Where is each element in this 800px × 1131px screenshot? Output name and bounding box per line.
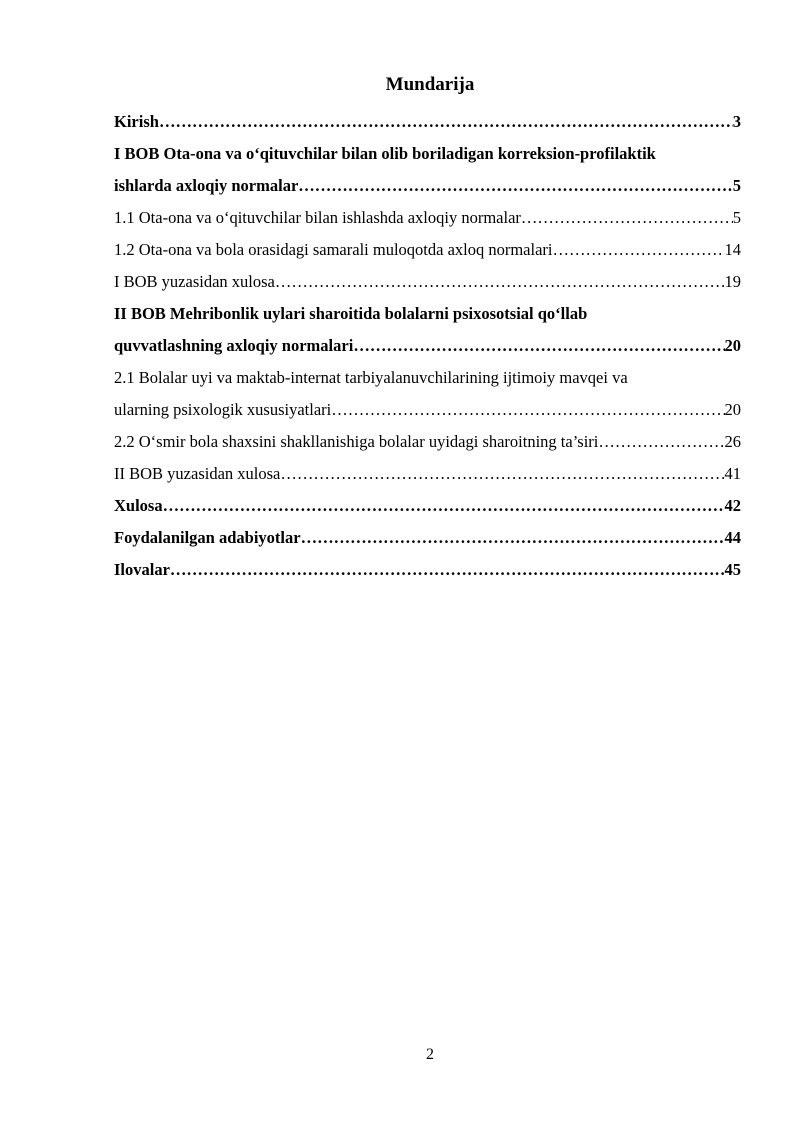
toc-entry-xulosa [114,490,741,522]
toc-entry-page: 20 [724,336,741,355]
toc-entry-chapter-2-conclusion [114,458,741,490]
dot-leader [598,426,724,458]
toc-entry-label-line1: I BOB Ota-ona va o‘qituvchilar bilan olib boriladigan korreksion-profilaktik [114,144,656,163]
toc-entry-label: I BOB yuzasidan xulosa [114,272,275,291]
dot-leader [170,554,725,586]
page-number: 2 [426,1046,434,1063]
toc-entry-label: ularning psixologik xususiyatlari [114,400,332,419]
toc-entry-label: Ilovalar [114,560,170,579]
dot-leader [298,170,732,202]
toc-entry-chapter-2 [114,298,741,362]
toc-entry-label: 1.1 Ota-ona va o‘qituvchilar bilan ishlashda axloqiy normalar [114,208,521,227]
toc-entry-label: 2.2 O‘smir bola shaxsini shakllanishiga bolalar uyidagi sharoitning ta’siri [114,432,599,451]
toc-entry-section-2-1 [114,362,741,426]
toc-entry-section-1-1 [114,202,741,234]
toc-entry-appendices [114,554,741,586]
toc-entry-page: 26 [724,432,741,451]
dot-leader [331,394,724,426]
toc-entry-label: II BOB yuzasidan xulosa [114,464,281,483]
toc-entry-page: 19 [724,272,741,291]
toc-entry-label-line1: 2.1 Bolalar uyi va maktab-internat tarbiyalanuvchilarining ijtimoiy mavqei va [114,368,628,387]
dot-leader [280,458,724,490]
toc-entry-page: 20 [724,400,741,419]
toc-entry-page: 14 [724,240,741,259]
toc-entry-label: 1.2 Ota-ona va bola orasidagi samarali muloqotda axloq normalari [114,240,553,259]
toc-entry-label: Kirish [114,112,159,131]
toc-entry-page: 44 [724,528,741,547]
toc-entry-section-2-2 [114,426,741,458]
toc-entry-label: quvvatlashning axloqiy normalari [114,336,354,355]
toc-entry-page: 5 [732,208,741,227]
toc-entry-page: 42 [724,496,741,515]
toc-entry-label: ishlarda axloqiy normalar [114,176,299,195]
toc-entry-page: 3 [732,112,741,131]
toc-entry-page: 45 [724,560,741,579]
toc-entry-page: 5 [732,176,741,195]
toc-title: Mundarija [385,74,475,95]
table-of-contents [114,106,741,586]
dot-leader [521,202,733,234]
dot-leader [353,330,724,362]
toc-entry-section-1-2 [114,234,741,266]
toc-entry-label: Foydalanilgan adabiyotlar [114,528,301,547]
toc-entry-label-line1: II BOB Mehribonlik uylari sharoitida bolalarni psixosotsial qo‘llab [114,304,588,323]
dot-leader [553,234,725,266]
dot-leader [163,490,725,522]
toc-entry-kirish [114,106,741,138]
toc-entry-chapter-1 [114,138,741,202]
toc-entry-bibliography [114,522,741,554]
dot-leader [301,522,725,554]
toc-entry-label: Xulosa [114,496,163,515]
toc-entry-chapter-1-conclusion [114,266,741,298]
dot-leader [159,106,733,138]
toc-entry-page: 41 [724,464,741,483]
dot-leader [275,266,725,298]
